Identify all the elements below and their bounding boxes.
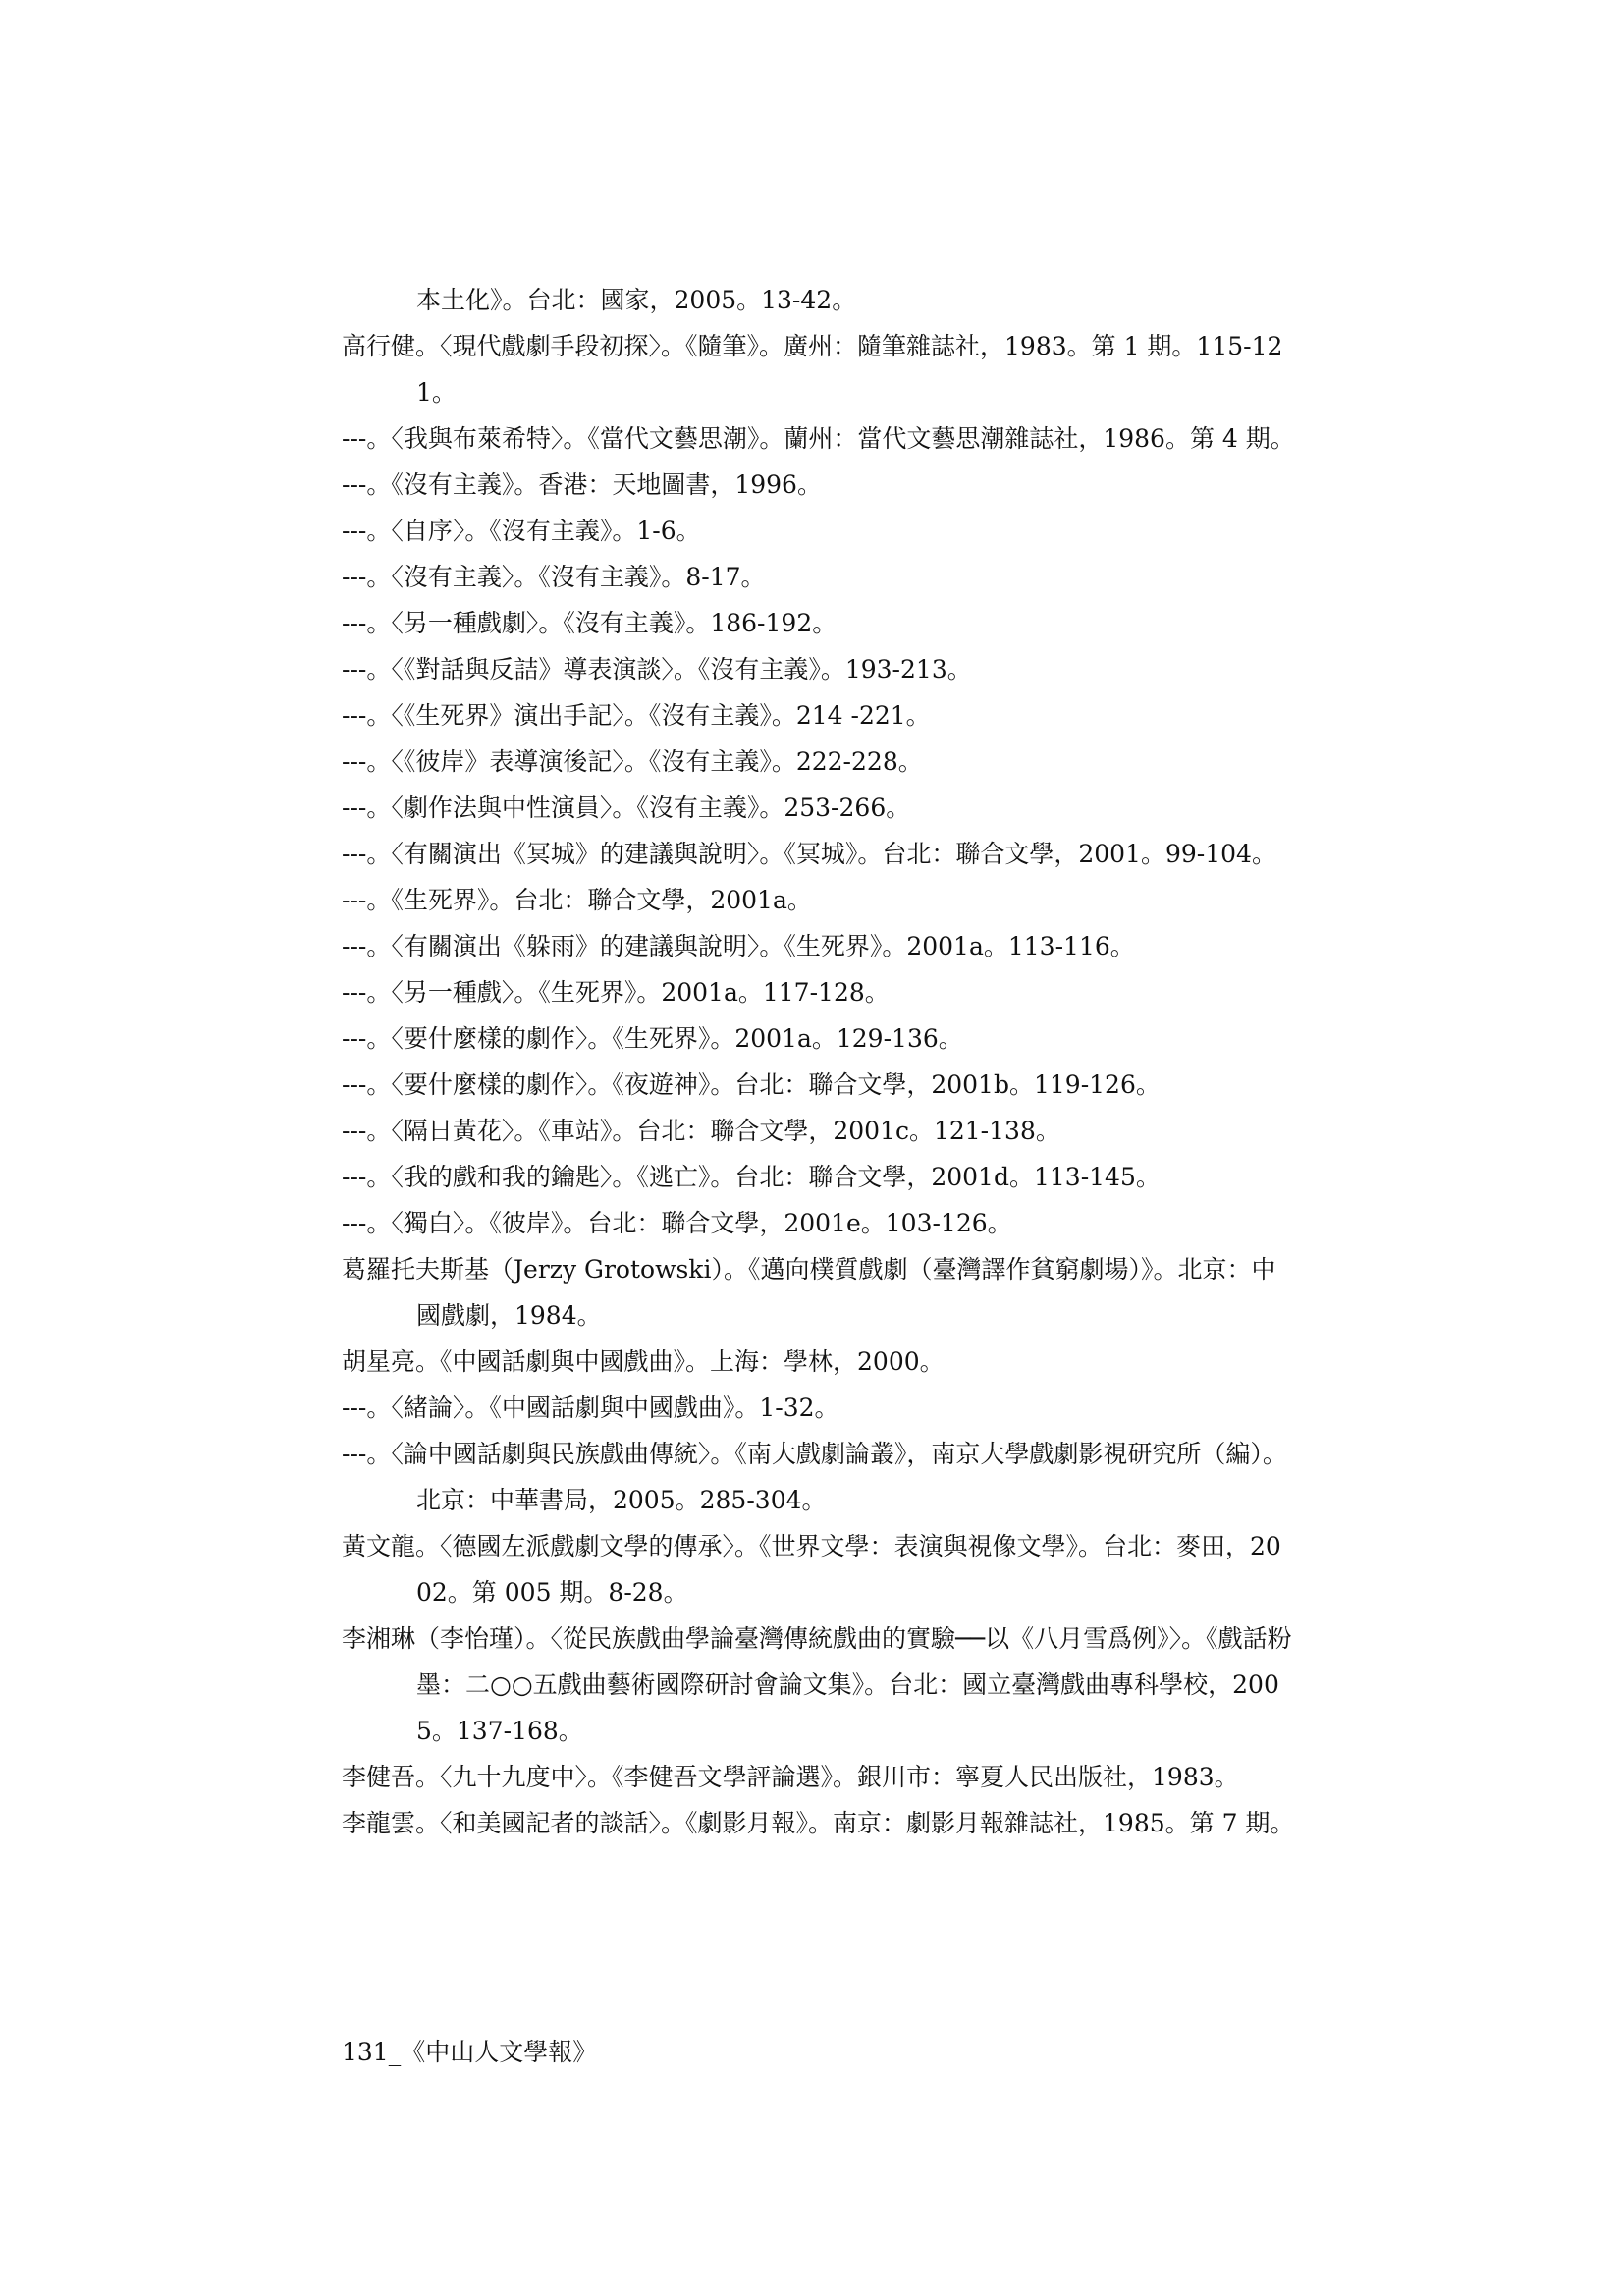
reference-entry: 李湘琳（李怡瑾）。〈從民族戲曲學論臺灣傳統戲曲的實驗──以《八月雪爲例》〉。《戲話粉墨：二○○五戲曲藝術國際研討會論文集》。台北：國立臺灣戲曲專科學校，2005。137-168。 [342, 1624, 1292, 1745]
reference-entry: 李龍雲。〈和美國記者的談話〉。《劇影月報》。南京：劇影月報雜誌社，1985。第 7 期。 [342, 1809, 1295, 1837]
reference-entry: ---。〈我的戲和我的鑰匙〉。《逃亡》。台北：聯合文學，2001d。113-145。 [342, 1163, 1161, 1191]
reference-list [342, 277, 1296, 1846]
reference-entry: ---。〈劇作法與中性演員〉。《沒有主義》。253-266。 [342, 793, 911, 822]
reference-entry: ---。〈另一種戲〉。《生死界》。2001a。117-128。 [342, 978, 890, 1007]
reference-entry: ---。〈自序〉。《沒有主義》。1-6。 [342, 517, 701, 545]
reference-entry: ---。〈《對話與反詰》導表演談〉。《沒有主義》。193-213。 [342, 655, 972, 683]
reference-entry: 葛羅托夫斯基（Jerzy Grotowski）。《邁向樸質戲劇（臺灣譯作貧窮劇場）》。北京：中國戲劇，1984。 [342, 1255, 1276, 1330]
reference-entry: 黃文龍。〈德國左派戲劇文學的傳承〉。《世界文學：表演與視像文學》。台北：麥田，2002。第 005 期。8-28。 [342, 1532, 1281, 1607]
reference-entry: ---。《生死界》。台北：聯合文學，2001a。 [342, 886, 812, 914]
reference-entry: ---。《沒有主義》。香港：天地圖書，1996。 [342, 470, 822, 499]
reference-entry: ---。〈要什麼樣的劇作〉。《夜遊神》。台北：聯合文學，2001b。119-126。 [342, 1070, 1161, 1099]
page-footer: 131_《中山人文學報》 [342, 2038, 598, 2066]
reference-entry: ---。〈有關演出《躲雨》的建議與說明〉。《生死界》。2001a。113-116。 [342, 932, 1135, 960]
reference-entry: 胡星亮。《中國話劇與中國戲曲》。上海：學林，2000。 [342, 1347, 945, 1376]
reference-entry: ---。〈有關演出《冥城》的建議與說明〉。《冥城》。台北：聯合文學，2001。99-104。 [342, 840, 1276, 868]
reference-entry: ---。〈《彼岸》表導演後記〉。《沒有主義》。222-228。 [342, 747, 923, 776]
reference-entry: ---。〈《生死界》演出手記〉。《沒有主義》。214 -221。 [342, 701, 931, 730]
reference-entry: 本土化》。台北：國家，2005。13-42。 [416, 286, 857, 314]
reference-entry: 李健吾。〈九十九度中〉。《李健吾文學評論選》。銀川市：寧夏人民出版社，1983。 [342, 1763, 1239, 1791]
reference-entry: ---。〈沒有主義〉。《沒有主義》。8-17。 [342, 563, 766, 591]
reference-entry: ---。〈獨白〉。《彼岸》。台北：聯合文學，2001e。103-126。 [342, 1209, 1012, 1237]
reference-entry: ---。〈論中國話劇與民族戲曲傳統〉。《南大戲劇論叢》，南京大學戲劇影視研究所（編）。北京：中華書局，2005。285-304。 [342, 1440, 1287, 1514]
reference-entry: ---。〈隔日黃花〉。《車站》。台北：聯合文學，2001c。121-138。 [342, 1117, 1060, 1145]
reference-entry: ---。〈要什麼樣的劇作〉。《生死界》。2001a。129-136。 [342, 1024, 963, 1053]
reference-entry: ---。〈緒論〉。《中國話劇與中國戲曲》。1-32。 [342, 1394, 839, 1422]
reference-entry: ---。〈另一種戲劇〉。《沒有主義》。186-192。 [342, 609, 838, 637]
reference-entry: ---。〈我與布萊希特〉。《當代文藝思潮》。蘭州：當代文藝思潮雜誌社，1986。第 4 期。 [342, 424, 1295, 453]
reference-entry: 高行健。〈現代戲劇手段初探〉。《隨筆》。廣州：隨筆雜誌社，1983。第 1 期。115-121。 [342, 332, 1283, 407]
